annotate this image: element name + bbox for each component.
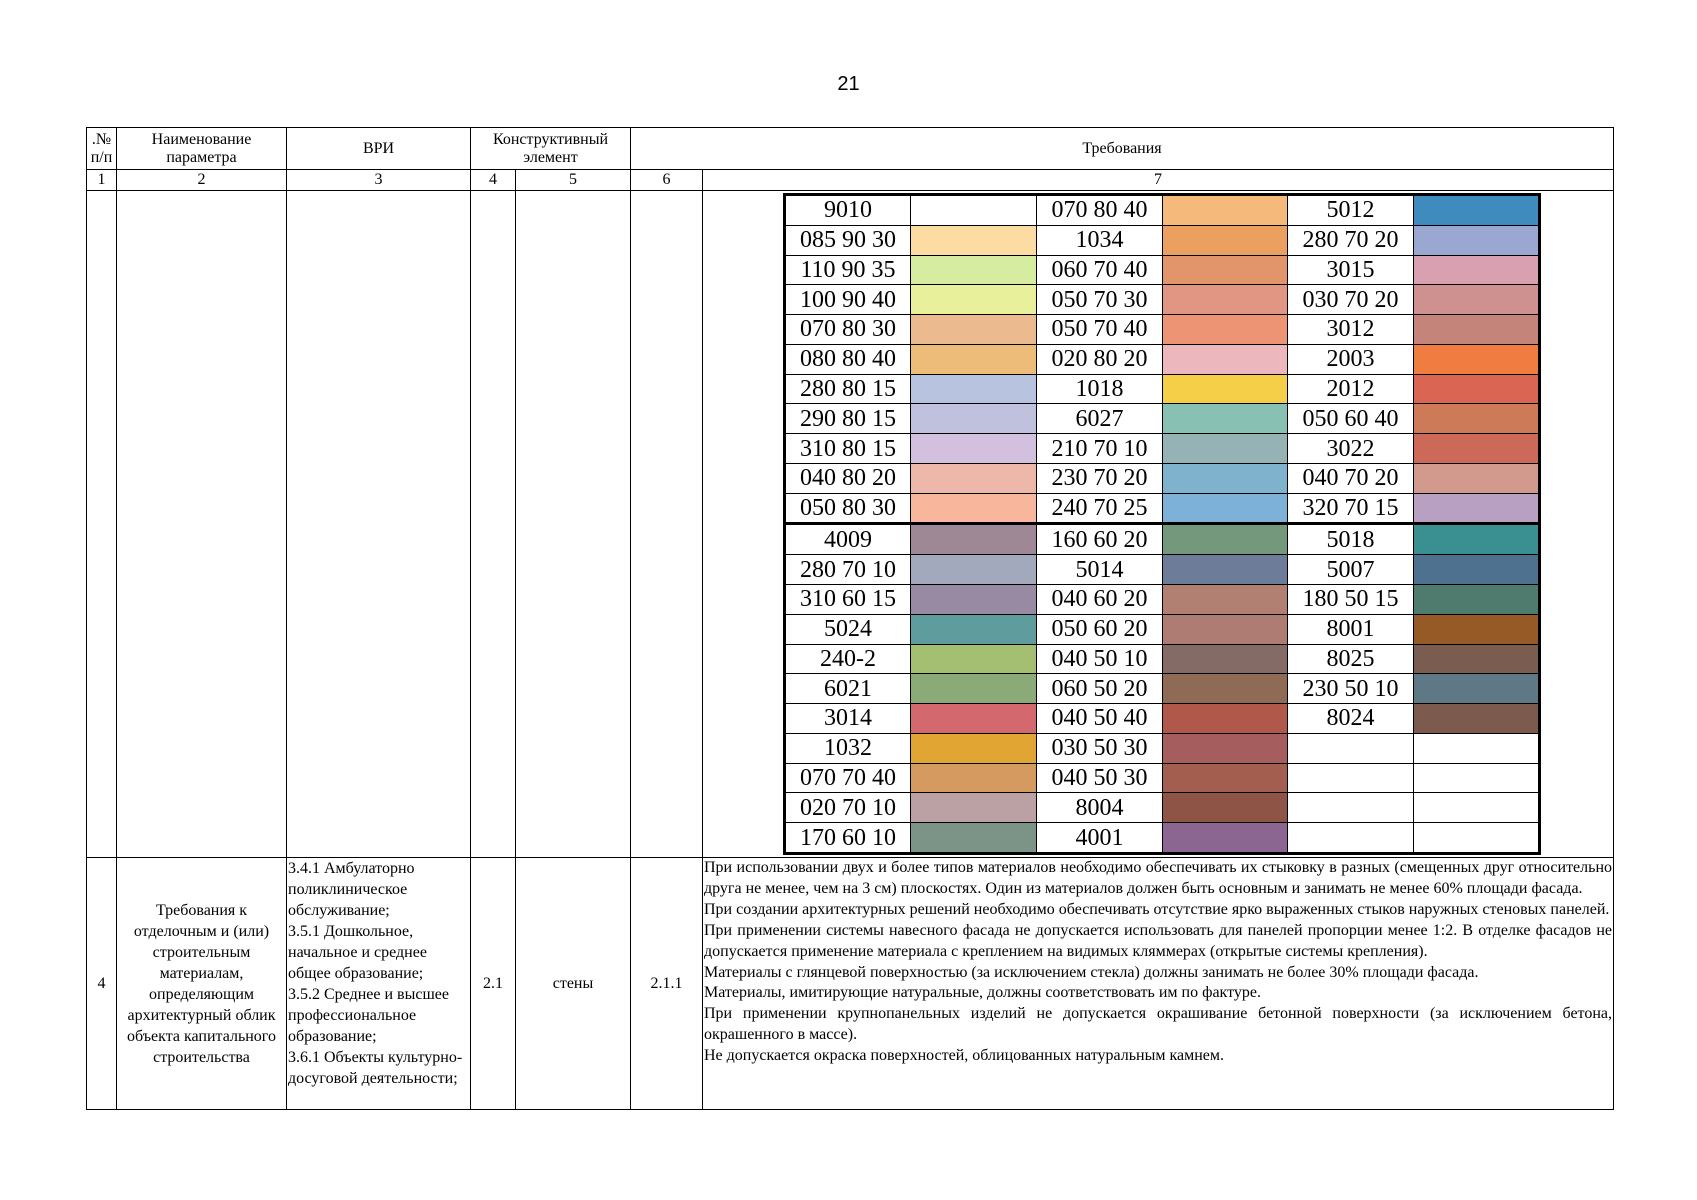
requirement-paragraph: Материалы, имитирующие натуральные, должны соответствовать им по фактуре. bbox=[704, 984, 1261, 1002]
color-code: 070 80 30 bbox=[785, 315, 911, 345]
palette-row bbox=[785, 255, 1540, 285]
color-code: 040 80 20 bbox=[785, 463, 911, 493]
color-code: 020 70 10 bbox=[785, 793, 911, 823]
color-code: 9010 bbox=[785, 195, 911, 226]
color-swatch bbox=[1163, 524, 1288, 555]
requirement-code: 2.1.1 bbox=[631, 858, 703, 1110]
color-swatch bbox=[1163, 823, 1288, 854]
color-code: 100 90 40 bbox=[785, 285, 911, 315]
color-code: 1034 bbox=[1037, 225, 1163, 255]
color-code: 230 50 10 bbox=[1288, 674, 1414, 704]
header-number: .№ п/п bbox=[87, 128, 117, 170]
color-code: 1032 bbox=[785, 733, 911, 763]
color-swatch bbox=[1163, 285, 1288, 315]
color-code: 280 70 10 bbox=[785, 555, 911, 585]
color-code: 040 50 40 bbox=[1037, 704, 1163, 734]
column-number: 4 bbox=[471, 170, 516, 191]
color-code: 8024 bbox=[1288, 704, 1414, 734]
column-number: 6 bbox=[631, 170, 703, 191]
color-swatch bbox=[1414, 823, 1540, 854]
color-code: 070 70 40 bbox=[785, 763, 911, 793]
color-code: 240-2 bbox=[785, 644, 911, 674]
color-swatch bbox=[911, 733, 1037, 763]
color-code: 3022 bbox=[1288, 434, 1414, 464]
palette-row bbox=[785, 374, 1540, 404]
color-code: 4009 bbox=[785, 524, 911, 555]
color-code: 040 60 20 bbox=[1037, 585, 1163, 615]
requirement-paragraph: При использовании двух и более типов материалов необходимо обеспечивать их стыковку в разных (смещенных друг относительно друга не менее, чем на 3 см) плоскостях. Один из материалов должен быть основным и занимать не менее 60% площади фасада. bbox=[704, 859, 1612, 897]
color-swatch bbox=[1163, 225, 1288, 255]
color-swatch bbox=[1414, 585, 1540, 615]
color-code: 2003 bbox=[1288, 344, 1414, 374]
color-code: 180 50 15 bbox=[1288, 585, 1414, 615]
color-code: 6021 bbox=[785, 674, 911, 704]
color-code: 080 80 40 bbox=[785, 344, 911, 374]
color-swatch bbox=[911, 315, 1037, 345]
column-number-row bbox=[87, 170, 1614, 191]
color-swatch bbox=[1414, 524, 1540, 555]
color-swatch bbox=[1163, 255, 1288, 285]
color-swatch bbox=[1414, 763, 1540, 793]
palette-row bbox=[785, 285, 1540, 315]
color-swatch bbox=[1163, 434, 1288, 464]
color-code: 3012 bbox=[1288, 315, 1414, 345]
palette-row bbox=[785, 493, 1540, 524]
color-code: 160 60 20 bbox=[1037, 524, 1163, 555]
palette-row bbox=[785, 524, 1540, 555]
color-swatch bbox=[911, 404, 1037, 434]
color-swatch bbox=[1414, 225, 1540, 255]
palette-row bbox=[785, 733, 1540, 763]
header-parameter-name: Наименование параметра bbox=[117, 128, 287, 170]
palette-row bbox=[785, 434, 1540, 464]
row-number: 4 bbox=[87, 858, 117, 1110]
color-swatch bbox=[1163, 404, 1288, 434]
color-swatch bbox=[911, 524, 1037, 555]
color-code: 6027 bbox=[1037, 404, 1163, 434]
palette-row bbox=[785, 404, 1540, 434]
color-code: 060 50 20 bbox=[1037, 674, 1163, 704]
palette-row bbox=[785, 315, 1540, 345]
color-code: 5024 bbox=[785, 614, 911, 644]
color-swatch bbox=[1163, 344, 1288, 374]
color-swatch bbox=[1414, 614, 1540, 644]
color-code bbox=[1288, 733, 1414, 763]
color-code: 050 60 40 bbox=[1288, 404, 1414, 434]
color-code bbox=[1288, 763, 1414, 793]
color-palette-table bbox=[783, 193, 1541, 855]
column-number: 2 bbox=[117, 170, 287, 191]
color-code: 030 50 30 bbox=[1037, 733, 1163, 763]
color-code: 310 60 15 bbox=[785, 585, 911, 615]
palette-row bbox=[785, 614, 1540, 644]
header-row bbox=[87, 128, 1614, 170]
color-code bbox=[1288, 793, 1414, 823]
color-swatch bbox=[911, 614, 1037, 644]
color-swatch bbox=[1163, 555, 1288, 585]
requirement-paragraph: При применении системы навесного фасада не допускается использовать для панелей пропорции менее 1:2. В отделке фасадов не допускается применение материала с креплением на видимых кляммерах (открытые системы крепления). bbox=[704, 921, 1612, 960]
color-swatch bbox=[1163, 493, 1288, 524]
palette-row bbox=[87, 191, 1614, 858]
element-name: стены bbox=[516, 858, 631, 1110]
color-swatch bbox=[1163, 315, 1288, 345]
palette-row bbox=[785, 644, 1540, 674]
color-code: 5018 bbox=[1288, 524, 1414, 555]
color-code: 3014 bbox=[785, 704, 911, 734]
color-code: 2012 bbox=[1288, 374, 1414, 404]
color-swatch bbox=[1414, 374, 1540, 404]
color-code: 8025 bbox=[1288, 644, 1414, 674]
color-code: 8001 bbox=[1288, 614, 1414, 644]
color-swatch bbox=[1414, 344, 1540, 374]
color-code: 230 70 20 bbox=[1037, 463, 1163, 493]
color-swatch bbox=[911, 644, 1037, 674]
page-number: 21 bbox=[837, 73, 860, 95]
element-code: 2.1 bbox=[471, 858, 516, 1110]
color-swatch bbox=[911, 585, 1037, 615]
color-code: 5012 bbox=[1288, 195, 1414, 226]
color-code: 040 70 20 bbox=[1288, 463, 1414, 493]
color-swatch bbox=[911, 493, 1037, 524]
color-swatch bbox=[1163, 614, 1288, 644]
color-code: 050 70 30 bbox=[1037, 285, 1163, 315]
color-code: 5014 bbox=[1037, 555, 1163, 585]
column-number: 1 bbox=[87, 170, 117, 191]
column-number: 5 bbox=[516, 170, 631, 191]
parameter-name: Требования к отделочным и (или) строительным материалам, определяющим архитектурный облик объекта капитального строительства bbox=[117, 858, 287, 1110]
color-swatch bbox=[1414, 555, 1540, 585]
color-swatch bbox=[1414, 704, 1540, 734]
requirements-text bbox=[703, 858, 1614, 1110]
color-swatch bbox=[1414, 793, 1540, 823]
color-code: 030 70 20 bbox=[1288, 285, 1414, 315]
color-swatch bbox=[911, 434, 1037, 464]
color-swatch bbox=[911, 195, 1037, 226]
color-code: 050 60 20 bbox=[1037, 614, 1163, 644]
color-code: 280 80 15 bbox=[785, 374, 911, 404]
color-code: 240 70 25 bbox=[1037, 493, 1163, 524]
color-swatch bbox=[911, 255, 1037, 285]
palette-row bbox=[785, 763, 1540, 793]
palette-row bbox=[785, 704, 1540, 734]
color-swatch bbox=[911, 374, 1037, 404]
color-swatch bbox=[1163, 463, 1288, 493]
color-code: 170 60 10 bbox=[785, 823, 911, 854]
vri-list: 3.4.1 Амбулаторно поликлиническое обслуживание; 3.5.1 Дошкольное, начальное и среднее общее образование; 3.5.2 Среднее и высшее профессиональное образование; 3.6.1 Объекты культурно-досуговой деятельности; bbox=[287, 858, 471, 1110]
color-code: 020 80 20 bbox=[1037, 344, 1163, 374]
color-swatch bbox=[911, 555, 1037, 585]
color-swatch bbox=[1163, 644, 1288, 674]
color-swatch bbox=[1163, 374, 1288, 404]
color-code: 070 80 40 bbox=[1037, 195, 1163, 226]
color-swatch bbox=[1163, 733, 1288, 763]
color-code: 060 70 40 bbox=[1037, 255, 1163, 285]
color-code: 8004 bbox=[1037, 793, 1163, 823]
requirement-paragraph: При создании архитектурных решений необходимо обеспечивать отсутствие ярко выраженных стыков наружных стеновых панелей. bbox=[704, 900, 1610, 918]
color-swatch bbox=[911, 285, 1037, 315]
color-swatch bbox=[911, 793, 1037, 823]
requirement-paragraph: При применении крупнопанельных изделий не допускается окрашивание бетонной поверхности (за исключением бетона, окрашенного в массе). bbox=[704, 1005, 1612, 1044]
color-swatch bbox=[1414, 493, 1540, 524]
color-swatch bbox=[911, 823, 1037, 854]
color-swatch bbox=[911, 344, 1037, 374]
color-swatch bbox=[1414, 315, 1540, 345]
color-swatch bbox=[1163, 704, 1288, 734]
header-requirements: Требования bbox=[631, 128, 1614, 170]
color-code: 320 70 15 bbox=[1288, 493, 1414, 524]
color-swatch bbox=[1414, 255, 1540, 285]
palette-row bbox=[785, 823, 1540, 854]
palette-row bbox=[785, 463, 1540, 493]
color-code: 050 80 30 bbox=[785, 493, 911, 524]
color-swatch bbox=[1414, 644, 1540, 674]
color-swatch bbox=[1414, 733, 1540, 763]
color-swatch bbox=[1414, 285, 1540, 315]
palette-row bbox=[785, 793, 1540, 823]
color-code: 210 70 10 bbox=[1037, 434, 1163, 464]
color-swatch bbox=[911, 463, 1037, 493]
color-swatch bbox=[1163, 585, 1288, 615]
color-code: 4001 bbox=[1037, 823, 1163, 854]
palette-row bbox=[785, 555, 1540, 585]
column-number: 7 bbox=[703, 170, 1614, 191]
color-code: 085 90 30 bbox=[785, 225, 911, 255]
palette-row bbox=[785, 225, 1540, 255]
column-number: 3 bbox=[287, 170, 471, 191]
color-code: 280 70 20 bbox=[1288, 225, 1414, 255]
header-vri: ВРИ bbox=[287, 128, 471, 170]
color-code: 110 90 35 bbox=[785, 255, 911, 285]
palette-row bbox=[785, 195, 1540, 226]
table-row-4 bbox=[87, 858, 1614, 1110]
color-code: 040 50 30 bbox=[1037, 763, 1163, 793]
color-swatch bbox=[911, 674, 1037, 704]
requirements-table bbox=[86, 127, 1614, 1110]
color-swatch bbox=[1414, 674, 1540, 704]
color-swatch bbox=[1414, 195, 1540, 226]
color-swatch bbox=[1163, 674, 1288, 704]
palette-row bbox=[785, 344, 1540, 374]
color-code: 290 80 15 bbox=[785, 404, 911, 434]
color-swatch bbox=[1163, 793, 1288, 823]
color-code: 040 50 10 bbox=[1037, 644, 1163, 674]
color-code: 3015 bbox=[1288, 255, 1414, 285]
color-swatch bbox=[911, 225, 1037, 255]
palette-row bbox=[785, 674, 1540, 704]
color-code: 5007 bbox=[1288, 555, 1414, 585]
palette-row bbox=[785, 585, 1540, 615]
header-structural-element: Конструктивный элемент bbox=[471, 128, 631, 170]
color-swatch bbox=[911, 704, 1037, 734]
color-code: 310 80 15 bbox=[785, 434, 911, 464]
color-code: 1018 bbox=[1037, 374, 1163, 404]
color-swatch bbox=[1414, 463, 1540, 493]
color-swatch bbox=[1163, 195, 1288, 226]
color-swatch bbox=[911, 763, 1037, 793]
color-swatch bbox=[1414, 434, 1540, 464]
color-swatch bbox=[1414, 404, 1540, 434]
requirement-paragraph: Материалы с глянцевой поверхностью (за исключением стекла) должны занимать не более 30% площади фасада. bbox=[704, 963, 1479, 981]
color-swatch bbox=[1163, 763, 1288, 793]
color-code bbox=[1288, 823, 1414, 854]
color-code: 050 70 40 bbox=[1037, 315, 1163, 345]
requirement-paragraph: Не допускается окраска поверхностей, облицованных натуральным камнем. bbox=[704, 1047, 1225, 1065]
